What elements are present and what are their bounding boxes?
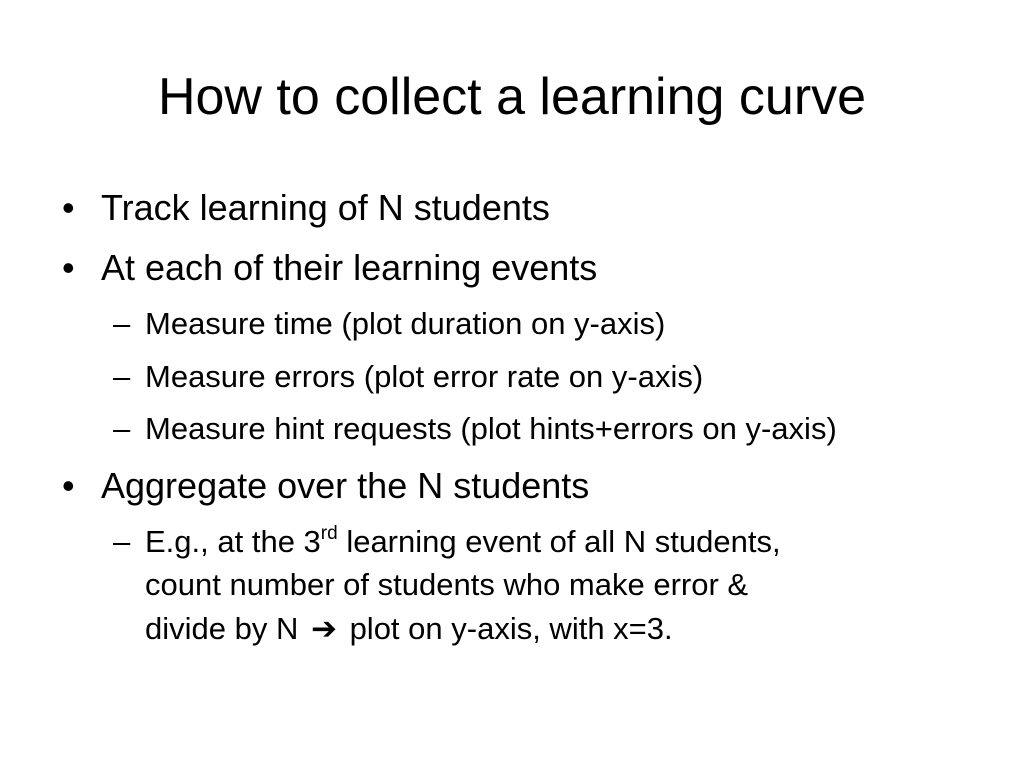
sub-bullet-text-line-1: [145, 520, 781, 564]
text-fragment: learning event of all N students,: [337, 524, 781, 559]
bullet-text: Aggregate over the N students: [101, 465, 590, 506]
ordinal-superscript: rd: [320, 523, 338, 544]
text-fragment: divide by N: [145, 611, 307, 646]
sub-bullet-text: Measure hint requests (plot hints+errors on y-axis): [145, 411, 837, 446]
bullet-marker: •: [62, 465, 75, 506]
bullet-marker: •: [62, 247, 75, 288]
sub-bullet-marker: –: [113, 411, 131, 446]
sub-bullet-marker: –: [113, 524, 131, 559]
sub-bullet-marker: –: [113, 359, 131, 394]
sub-bullet-text: Measure time (plot duration on y-axis): [145, 306, 666, 341]
sub-bullet-text: Measure errors (plot error rate on y-axis): [145, 359, 704, 394]
bullet-text: At each of their learning events: [101, 247, 598, 288]
right-arrow-icon: ➔: [310, 611, 337, 646]
text-fragment: plot on y-axis, with x=3.: [340, 611, 673, 646]
slide-title: How to collect a learning curve: [157, 68, 867, 126]
text-fragment: E.g., at the 3: [145, 524, 321, 559]
bullet-text: Track learning of N students: [101, 187, 550, 228]
sub-bullet-text-line-2: count number of students who make error &: [145, 567, 749, 602]
sub-bullet-marker: –: [113, 306, 131, 341]
bullet-marker: •: [62, 187, 75, 228]
sub-bullet-text-line-3: [145, 607, 673, 651]
